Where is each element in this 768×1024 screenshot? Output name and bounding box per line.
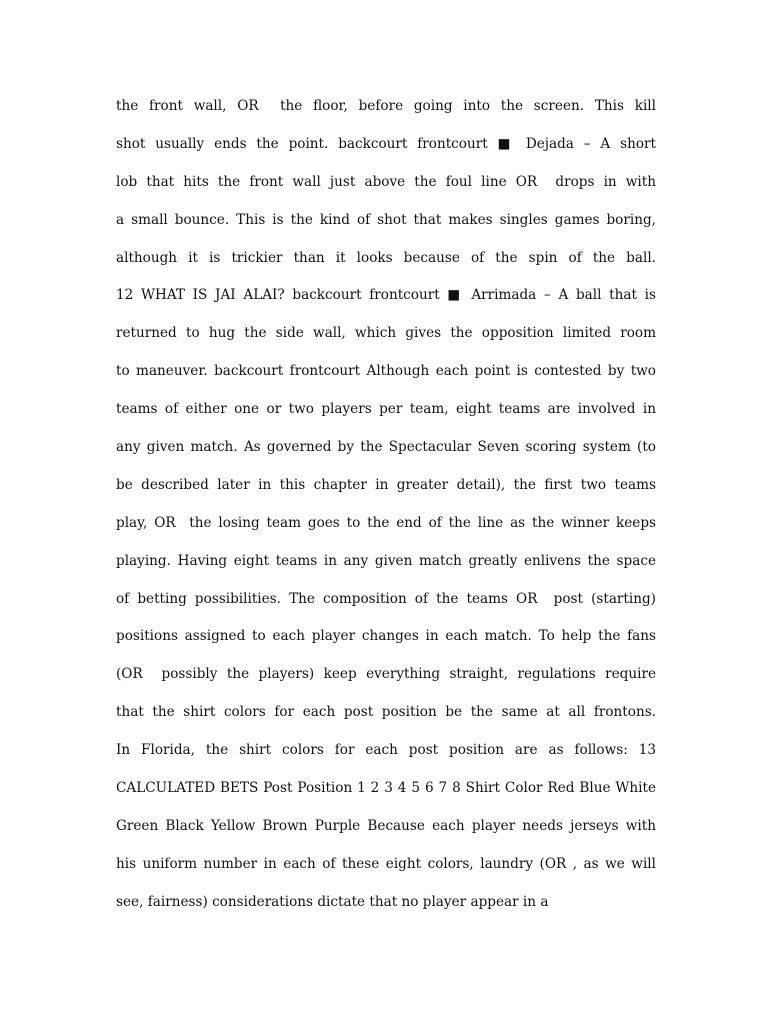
text-line: play, OR the losing team goes to the end of the line as the winner keeps: [116, 514, 656, 531]
text-line: although it is trickier than it looks because of the spin of the ball.: [116, 249, 656, 266]
text-line: returned to hug the side wall, which gives the opposition limited room: [116, 325, 656, 342]
body-text: [116, 88, 656, 922]
text-line: that the shirt colors for each post position be the same at all frontons.: [116, 704, 656, 721]
text-line: CALCULATED BETS Post Position 1 2 3 4 5 6 7 8 Shirt Color Red Blue White: [116, 780, 656, 797]
text-line: see, fairness) considerations dictate that no player appear in a: [116, 893, 549, 910]
text-line: any given match. As governed by the Spectacular Seven scoring system (to: [116, 439, 656, 456]
text-line: shot usually ends the point. backcourt frontcourt ■ Dejada – A short: [116, 135, 656, 152]
text-line: Green Black Yellow Brown Purple Because each player needs jerseys with: [116, 817, 656, 834]
text-line: teams of either one or two players per team, eight teams are involved in: [116, 401, 656, 418]
text-line: to maneuver. backcourt frontcourt Although each point is contested by two: [116, 363, 656, 380]
text-line: In Florida, the shirt colors for each post position are as follows: 13: [116, 742, 656, 759]
text-line: of betting possibilities. The composition of the teams OR post (starting): [116, 590, 656, 607]
text-line: playing. Having eight teams in any given match greatly enlivens the space: [116, 552, 656, 569]
text-line: his uniform number in each of these eight colors, laundry (OR , as we will: [116, 855, 656, 872]
text-line: a small bounce. This is the kind of shot that makes singles games boring,: [116, 211, 656, 228]
text-line: be described later in this chapter in greater detail), the first two teams: [116, 476, 656, 493]
text-line: lob that hits the front wall just above the foul line OR drops in with: [116, 173, 656, 190]
text-line: 12 WHAT IS JAI ALAI? backcourt frontcourt ■ Arrimada – A ball that is: [116, 287, 656, 304]
text-line: positions assigned to each player changes in each match. To help the fans: [116, 628, 656, 645]
text-line: the front wall, OR the floor, before going into the screen. This kill: [116, 98, 656, 114]
text-line: (OR possibly the players) keep everything straight, regulations require: [116, 666, 656, 683]
